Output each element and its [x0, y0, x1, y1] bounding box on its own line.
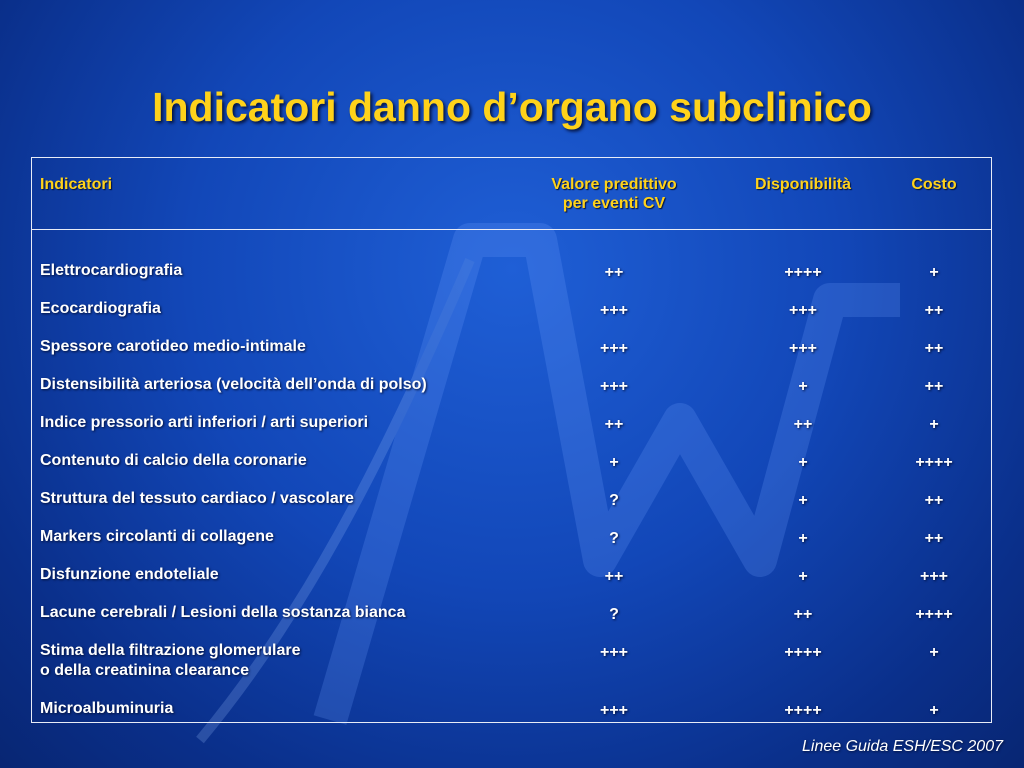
- header-predictive-value: [524, 175, 704, 213]
- row-predictive-value: ?: [609, 606, 619, 623]
- row-cost: ++: [924, 302, 944, 319]
- row-availability: ++++: [784, 644, 822, 661]
- row-indicator-name: [40, 641, 301, 681]
- row-availability: +: [798, 492, 808, 509]
- header-availability: Disponibilità: [755, 176, 851, 193]
- row-indicator-name: Markers circolanti di collagene: [40, 528, 274, 545]
- row-predictive-value: ?: [609, 492, 619, 509]
- row-indicator-name: Distensibilità arteriosa (velocità dell’onda di polso): [40, 376, 427, 393]
- row-cost: ++: [924, 378, 944, 395]
- row-cost: +: [929, 416, 939, 433]
- row-indicator-name: Disfunzione endoteliale: [40, 566, 219, 583]
- row-availability: +++: [788, 302, 818, 319]
- row-predictive-value: ?: [609, 530, 619, 547]
- row-indicator-name: Microalbuminuria: [40, 700, 174, 717]
- header-indicators: Indicatori: [40, 176, 113, 193]
- row-indicator-name: Contenuto di calcio della coronarie: [40, 452, 307, 469]
- row-indicator-name: Lacune cerebrali / Lesioni della sostanza bianca: [40, 604, 406, 621]
- row-cost: +++: [919, 568, 949, 585]
- row-cost: +: [929, 644, 939, 661]
- row-cost: ++: [924, 492, 944, 509]
- row-predictive-value: +: [609, 454, 619, 471]
- row-predictive-value: +++: [599, 644, 629, 661]
- row-availability: ++: [793, 416, 813, 433]
- row-predictive-value: +++: [599, 702, 629, 719]
- table-header-divider: [31, 229, 992, 230]
- row-cost: +: [929, 702, 939, 719]
- row-predictive-value: ++: [604, 264, 624, 281]
- row-availability: ++++: [784, 264, 822, 281]
- row-availability: ++: [793, 606, 813, 623]
- row-cost: ++++: [915, 606, 953, 623]
- row-availability: +++: [788, 340, 818, 357]
- header-predictive-line2: per eventi CV: [562, 195, 666, 212]
- slide-title: Indicatori danno d’organo subclinico: [152, 84, 872, 130]
- table-row: [0, 642, 1024, 688]
- row-indicator-name: Ecocardiografia: [40, 300, 161, 317]
- row-predictive-value: +++: [599, 302, 629, 319]
- row-indicator-name: Spessore carotideo medio-intimale: [40, 338, 306, 355]
- header-cost: Costo: [911, 176, 957, 193]
- row-indicator-name-line1: Stima della filtrazione glomerulare: [40, 642, 301, 659]
- row-cost: ++: [924, 340, 944, 357]
- row-availability: +: [798, 378, 808, 395]
- row-availability: ++++: [784, 702, 822, 719]
- row-indicator-name: Struttura del tessuto cardiaco / vascolare: [40, 490, 354, 507]
- row-cost: +: [929, 264, 939, 281]
- row-predictive-value: ++: [604, 568, 624, 585]
- header-predictive-line1: Valore predittivo: [551, 176, 677, 193]
- row-indicator-name: Elettrocardiografia: [40, 262, 183, 279]
- row-indicator-name: Indice pressorio arti inferiori / arti superiori: [40, 414, 369, 431]
- source-citation: Linee Guida ESH/ESC 2007: [801, 738, 1003, 755]
- row-predictive-value: +++: [599, 378, 629, 395]
- row-cost: ++: [924, 530, 944, 547]
- row-availability: +: [798, 454, 808, 471]
- row-availability: +: [798, 568, 808, 585]
- row-predictive-value: +++: [599, 340, 629, 357]
- row-cost: ++++: [915, 454, 953, 471]
- row-availability: +: [798, 530, 808, 547]
- row-predictive-value: ++: [604, 416, 624, 433]
- row-indicator-name-line2: o della creatinina clearance: [40, 662, 249, 679]
